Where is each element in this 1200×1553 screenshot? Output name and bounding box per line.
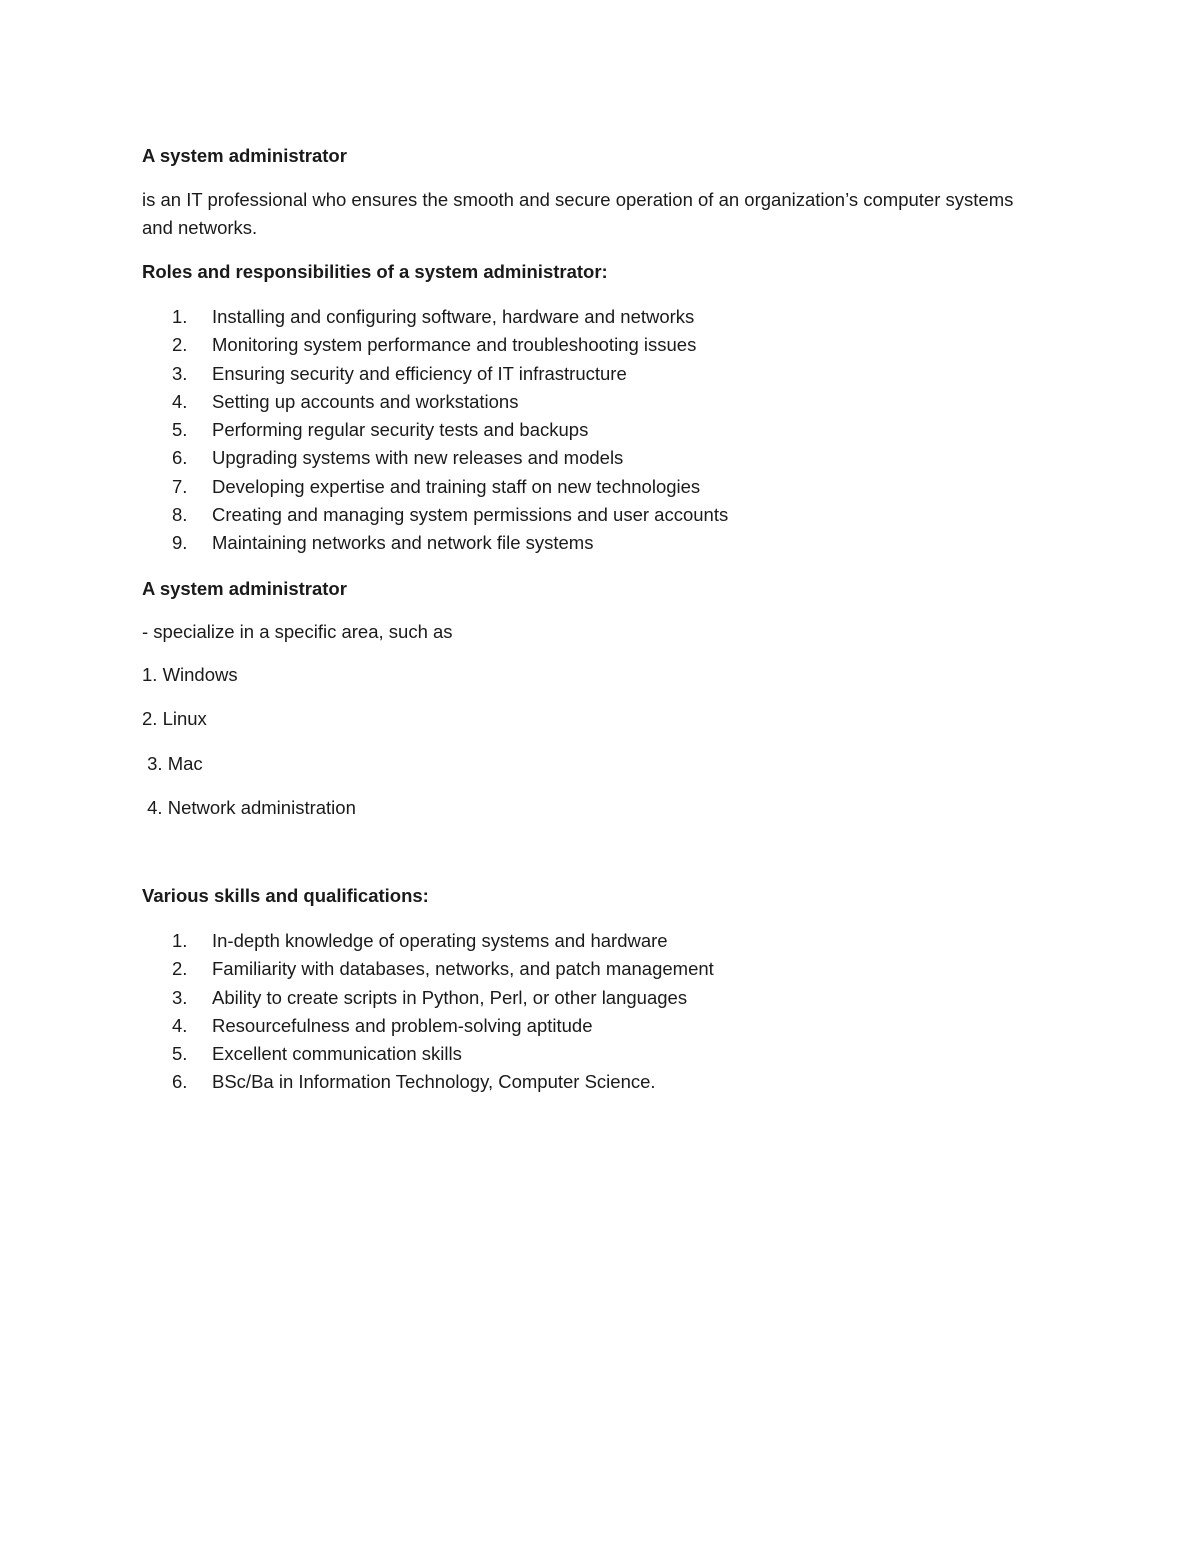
section-heading-system-administrator: A system administrator — [142, 145, 347, 166]
area-item-mac: 3. Mac — [142, 753, 203, 774]
area-item-network-administration: 4. Network administration — [142, 797, 356, 818]
section-heading-system-administrator-2: A system administrator — [142, 578, 347, 599]
roles-heading: Roles and responsibilities of a system administrator: — [142, 261, 608, 282]
area-item-linux: 2. Linux — [142, 708, 207, 729]
skills-heading: Various skills and qualifications: — [142, 885, 429, 906]
area-item-windows: 1. Windows — [142, 664, 238, 685]
intro-paragraph: is an IT professional who ensures the smooth and secure operation of an organization’s computer systems and networks. — [142, 189, 1014, 238]
document-page: A system administrator is an IT professional who ensures the smooth and secure operation of an organization’s computer systems and networks. Roles and responsibilities of a system administrator: 1. Installing and configuring software, hardware and networks 2. Monitoring system performance and troubleshooting issues 3. Ensuring security and efficiency of IT infrastructure 4. Setting up accounts and workstations 5. Performing regular security tests and backups 6. Upgrading systems with new releases and models 7. Developing expertise and training staff on new technologies 8. Creating and managing system permissions and user accounts 9. Maintaining networks and network file systems A system administrator - specialize in a specific area, such as 1. Windows 2. Linux 3. Mac 4. Network administration Various skills and qualifications: 1. In-depth knowledge of operating systems and hardware 2. Familiarity with databases, networks, and patch management 3. Ability to create scripts in Python, Perl, or other languages 4. Resourcefulness and problem-solving aptitude 5. Excellent communication skills 6. BSc/Ba in Information Technology, Computer Science. — [0, 0, 1200, 1553]
specialize-text: - specialize in a specific area, such as — [142, 621, 453, 642]
